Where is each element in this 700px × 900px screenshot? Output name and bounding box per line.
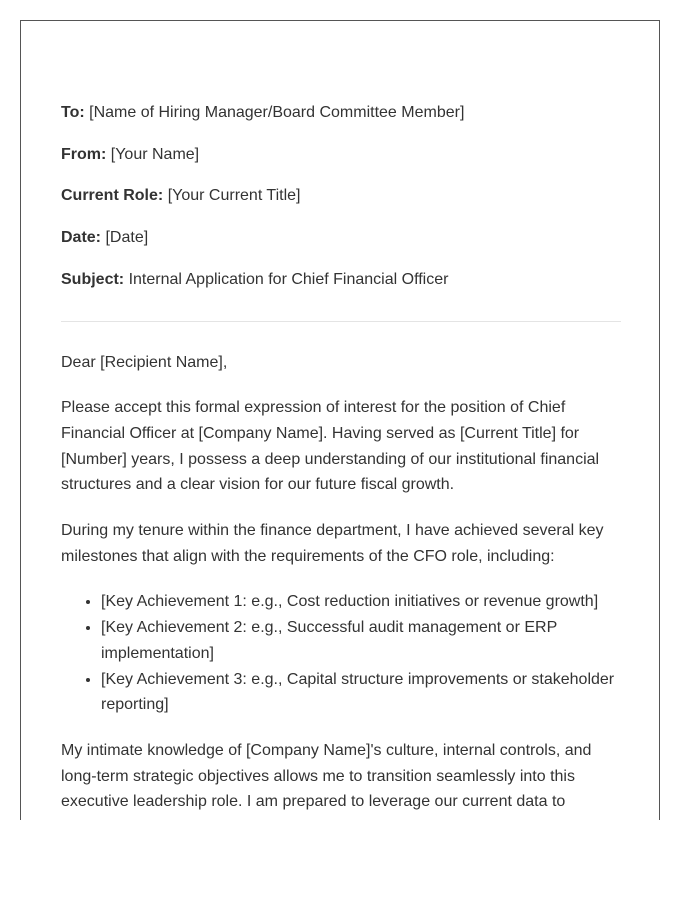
to-line	[61, 100, 621, 126]
achievement-item: • [Key Achievement 3: e.g., Capital structure improvements or stakeholder reporting]	[101, 667, 621, 718]
from-value: [Your Name]	[110, 145, 200, 163]
from-label: From:	[61, 145, 107, 163]
date-label: Date:	[61, 229, 102, 247]
letter-page	[20, 20, 660, 820]
salutation: Dear [Recipient Name],	[61, 353, 228, 371]
date-line	[61, 225, 621, 251]
subject-line	[61, 267, 621, 293]
achievement-item: • [Key Achievement 2: e.g., Successful audit management or ERP implementation]	[101, 615, 621, 666]
from-line	[61, 142, 621, 168]
paragraph-milestones: During my tenure within the finance department, I have achieved several key milestones that align with the requirements of the CFO role, including:	[61, 522, 604, 565]
current-role-line	[61, 183, 621, 209]
to-label: To:	[61, 104, 85, 121]
current-role-label: Current Role:	[61, 187, 164, 205]
to-value: [Name of Hiring Manager/Board Committee Member]	[89, 104, 465, 121]
achievements-list	[61, 589, 621, 718]
date-value: [Date]	[105, 229, 149, 247]
paragraph-knowledge: My intimate knowledge of [Company Name]'s culture, internal controls, and long-term strategic objectives allows me to transition seamlessly into this executive leadership role. I am prepared to leverage our current data to	[61, 741, 592, 811]
achievement-item: • [Key Achievement 1: e.g., Cost reduction initiatives or revenue growth]	[101, 589, 621, 615]
subject-value: Internal Application for Chief Financial Officer	[128, 270, 449, 288]
letter-content	[61, 100, 621, 820]
header-divider	[61, 321, 621, 322]
paragraph-intro: Please accept this formal expression of interest for the position of Chief Financial Officer at [Company Name]. Having served as [Current Title] for [Number] years, I possess a deep understanding of our institutional financial structures and a clear vision for our future fiscal growth.	[61, 399, 600, 494]
subject-label: Subject:	[61, 270, 125, 288]
current-role-value: [Your Current Title]	[167, 187, 301, 205]
